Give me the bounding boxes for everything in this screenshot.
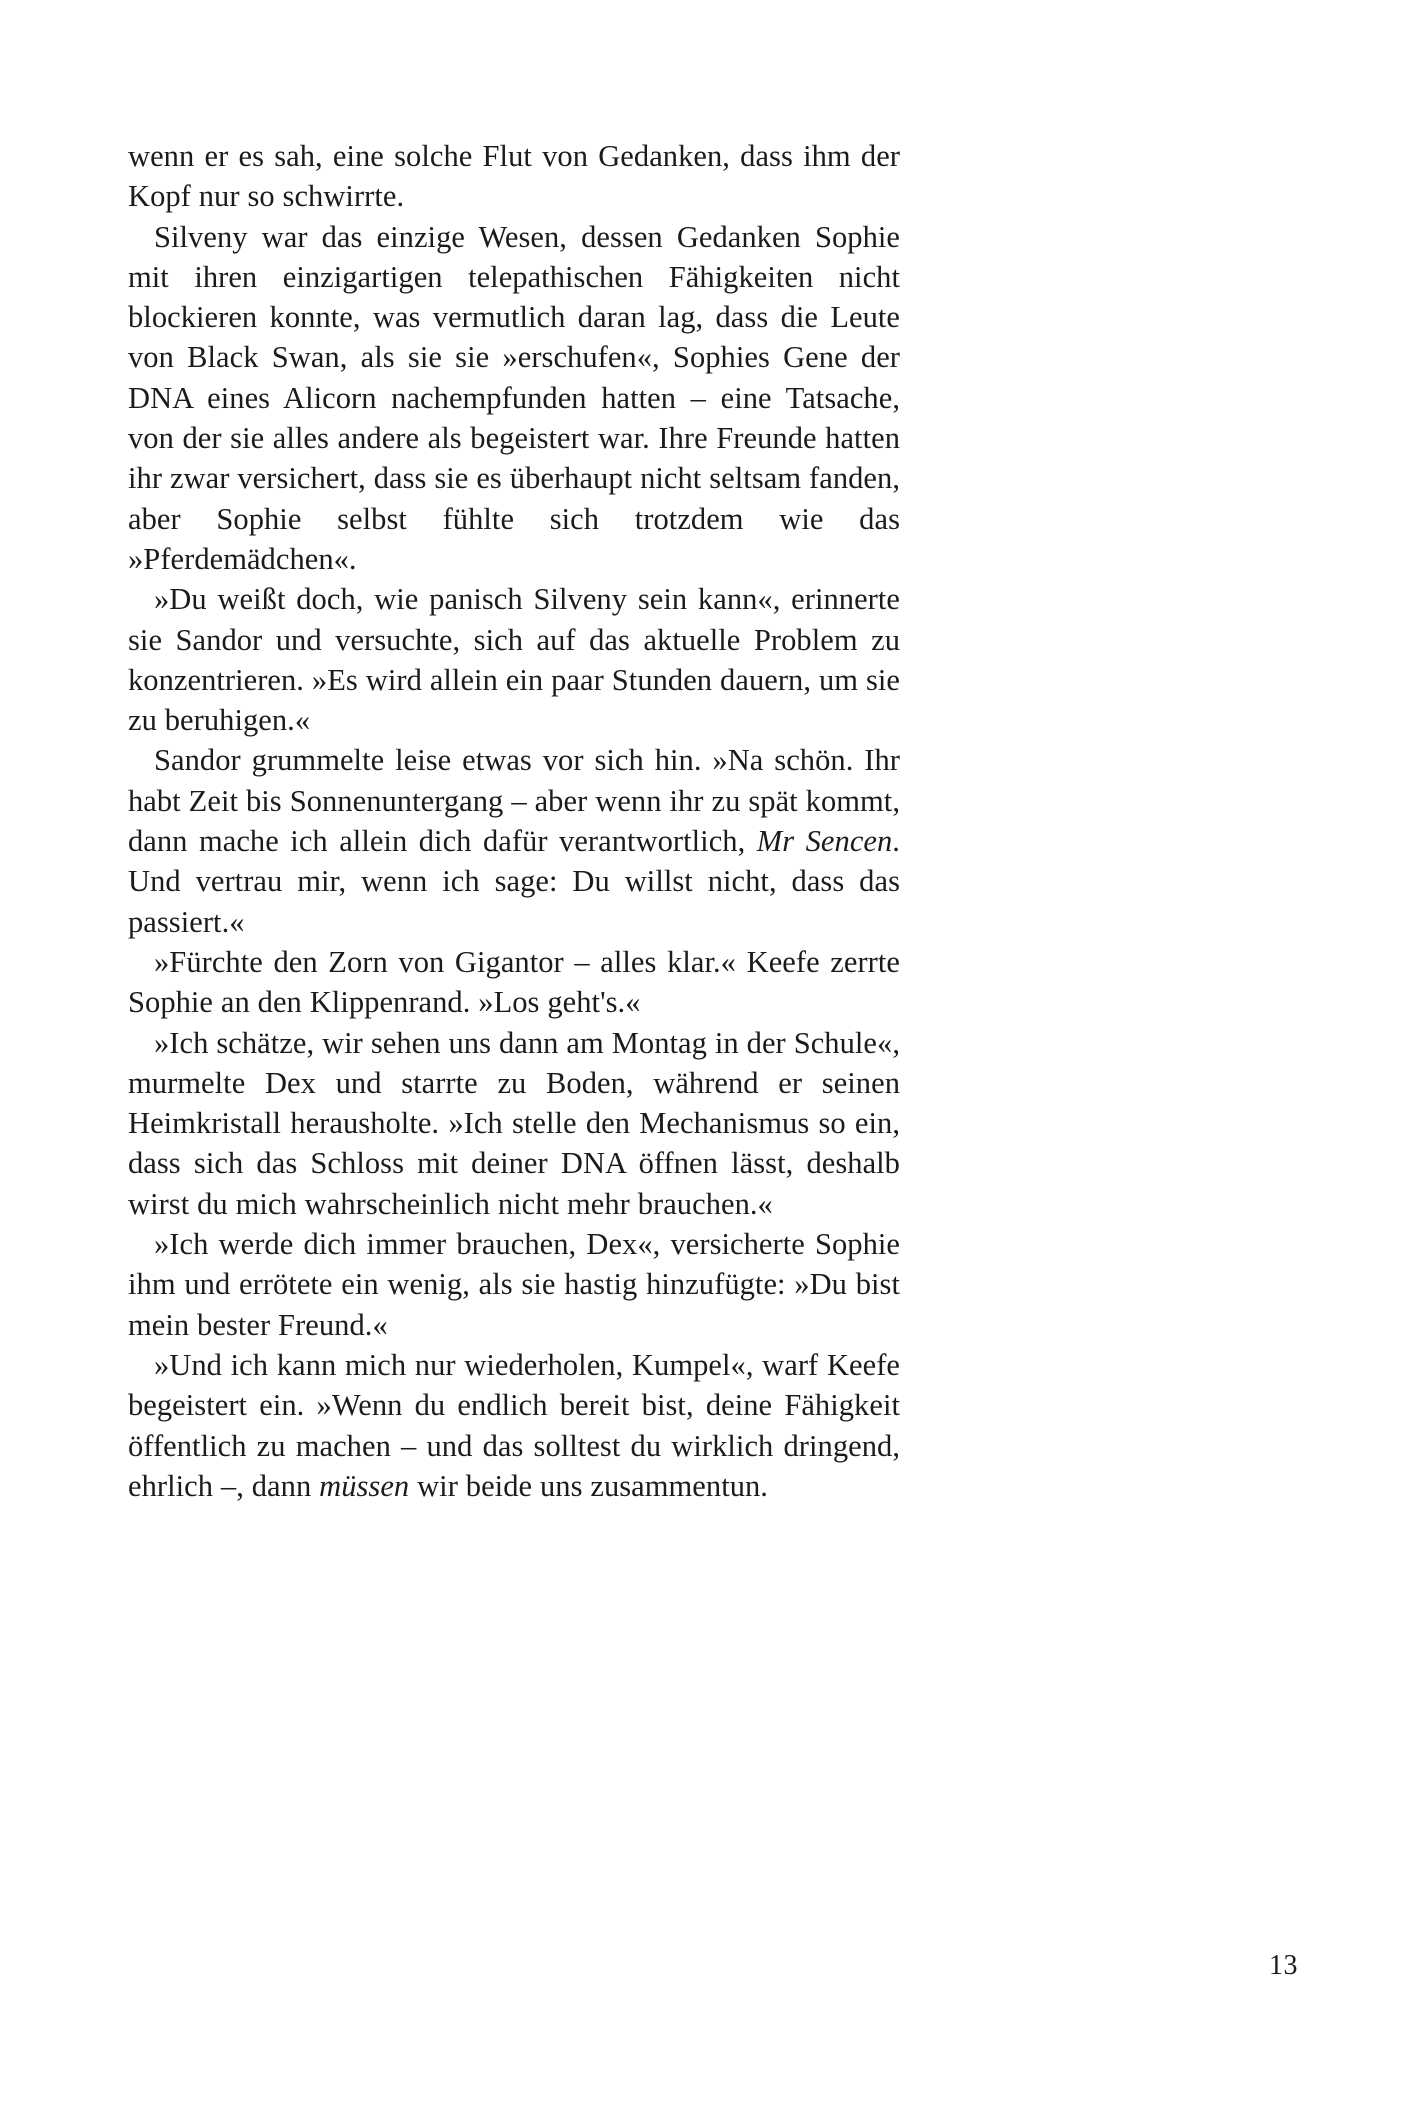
page-text-block xyxy=(128,136,900,1506)
paragraph: »Fürchte den Zorn von Gigantor – alles klar.« Keefe zerrte Sophie an den Klippenrand. »Los geht's.« xyxy=(128,944,900,1020)
page-number: 13 xyxy=(1269,1950,1298,1981)
paragraph: »Du weißt doch, wie panisch Silveny sein kann«, erinnerte sie Sandor und versuchte, sich auf das aktuelle Problem zu konzentrieren. »Es wird allein ein paar Stunden dauern, um sie zu beruhigen.« xyxy=(128,582,900,738)
text-run: »Und ich kann mich nur wiederholen, Kumpel«, warf Keefe begeistert ein. »Wenn du endlich bereit bist, deine Fähigkeit öffentlich zu machen – und das solltest du wirklich dringend, ehrlich –, dann xyxy=(128,1347,900,1503)
paragraph xyxy=(128,1345,900,1506)
paragraph: »Ich werde dich immer brauchen, Dex«, versicherte Sophie ihm und errötete ein wenig, als sie hastig hinzufügte: »Du bist mein bester Freund.« xyxy=(128,1227,900,1342)
paragraph: Silveny war das einzige Wesen, dessen Gedanken Sophie mit ihren einzigartigen telepathischen Fähigkeiten nicht blockieren konnte, was vermutlich daran lag, dass die Leute von Black Swan, als sie sie »erschufen«, Sophies Gene der DNA eines Alicorn nachempfunden hatten – eine Tatsache, von der sie alles andere als begeistert war. Ihre Freunde hatten ihr zwar versichert, dass sie es überhaupt nicht seltsam fanden, aber Sophie selbst fühlte sich trotzdem wie das »Pferdemädchen«. xyxy=(128,219,900,576)
text-run: . Und vertrau mir, wenn ich sage: Du willst nicht, dass das passiert.« xyxy=(128,824,900,939)
text-run-italic: müssen xyxy=(319,1468,410,1503)
text-run: wir beide uns zusammentun. xyxy=(409,1468,768,1503)
paragraph: »Ich schätze, wir sehen uns dann am Montag in der Schule«, murmelte Dex und starrte zu Boden, während er seinen Heimkristall herausholte. »Ich stelle den Mechanismus so ein, dass sich das Schloss mit deiner DNA öffnen lässt, deshalb wirst du mich wahrscheinlich nicht mehr brauchen.« xyxy=(128,1025,900,1221)
text-run: Sandor grummelte leise etwas vor sich hin. »Na schön. Ihr habt Zeit bis Sonnenuntergang – aber wenn ihr zu spät kommt, dann mache ich allein dich dafür verantwortlich, xyxy=(128,743,900,859)
paragraph: wenn er es sah, eine solche Flut von Gedanken, dass ihm der Kopf nur so schwirrte. xyxy=(128,139,900,214)
paragraph xyxy=(128,740,900,941)
text-run-italic: Mr Sencen xyxy=(756,824,893,859)
